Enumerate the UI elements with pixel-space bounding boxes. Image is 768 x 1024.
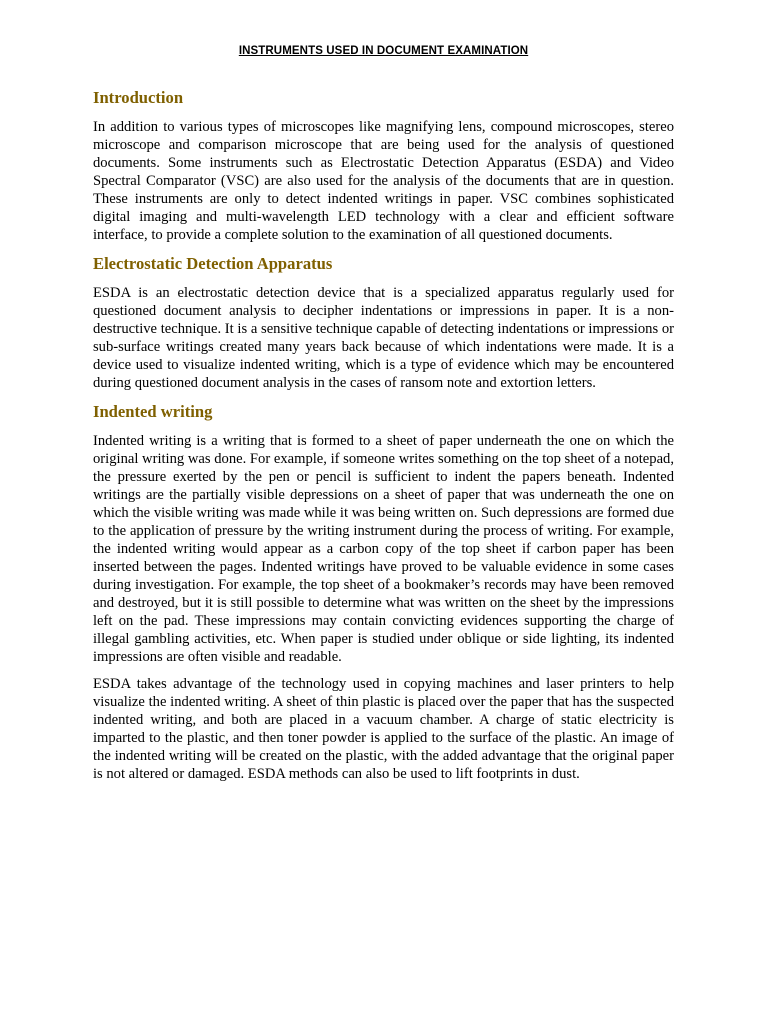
paragraph-introduction: In addition to various types of microscopes like magnifying lens, compound microscopes, stereo microscope and comparison microscope that are being used for the analysis of questioned documents. Some instruments such as Electrostatic Detection Apparatus (ESDA) and Video Spectral Comparator (VSC) are also used for the analysis of the documents that are in question. These instruments are only to detect indented writings in paper. VSC combines sophisticated digital imaging and multi-wavelength LED technology with a clear and efficient software interface, to provide a complete solution to the examination of all questioned documents. xyxy=(93,119,674,243)
paragraph-electrostatic-detection-apparatus: ESDA is an electrostatic detection device that is a specialized apparatus regularly used for questioned document analysis to decipher indentations or impressions in paper. It is a non-destructive technique. It is a sensitive technique capable of detecting indentations or impressions or sub-surface writings created many years back because of which indentations were made. It is a device used to visualize indented writing, which is a type of evidence which may be encountered during questioned document analysis in the cases of ransom note and extortion letters. xyxy=(93,285,674,391)
paragraph-indented-writing-2: ESDA takes advantage of the technology used in copying machines and laser printers to help visualize the indented writing. A sheet of thin plastic is placed over the paper that has the suspected indented writing, and both are placed in a vacuum chamber. A charge of static electricity is imparted to the plastic, and then toner powder is applied to the surface of the plastic. An image of the indented writing will be created on the plastic, with the added advantage that the original paper is not altered or damaged. ESDA methods can also be used to lift footprints in dust. xyxy=(93,676,674,782)
document-title: INSTRUMENTS USED IN DOCUMENT EXAMINATION xyxy=(238,45,529,57)
document-page xyxy=(93,0,674,783)
section-heading-introduction: Introduction xyxy=(93,88,184,107)
section-heading-indented-writing: Indented writing xyxy=(93,402,213,421)
paragraph-indented-writing-1: Indented writing is a writing that is formed to a sheet of paper underneath the one on which the original writing was done. For example, if someone writes something on the top sheet of a notepad, the pressure exerted by the pen or pencil is sufficient to indent the papers beneath. Indented writings are the partially visible depressions on a sheet of paper that was underneath the one on which the visible writing was made while it was being written on. Such depressions are formed due to the application of pressure by the writing instrument during the process of writing. For example, the indented writing would appear as a carbon copy of the top sheet if carbon paper has been inserted between the pages. Indented writings have proved to be valuable evidence in some cases during investigation. For example, the top sheet of a bookmaker’s records may have been removed and destroyed, but it is still possible to determine what was written on the sheet by the impressions left on the pad. These impressions may contain convicting evidences supporting the charge of illegal gambling activities, etc. When paper is studied under oblique or side lighting, its indented impressions are often visible and readable. xyxy=(93,433,674,665)
section-heading-electrostatic-detection-apparatus: Electrostatic Detection Apparatus xyxy=(93,254,333,273)
